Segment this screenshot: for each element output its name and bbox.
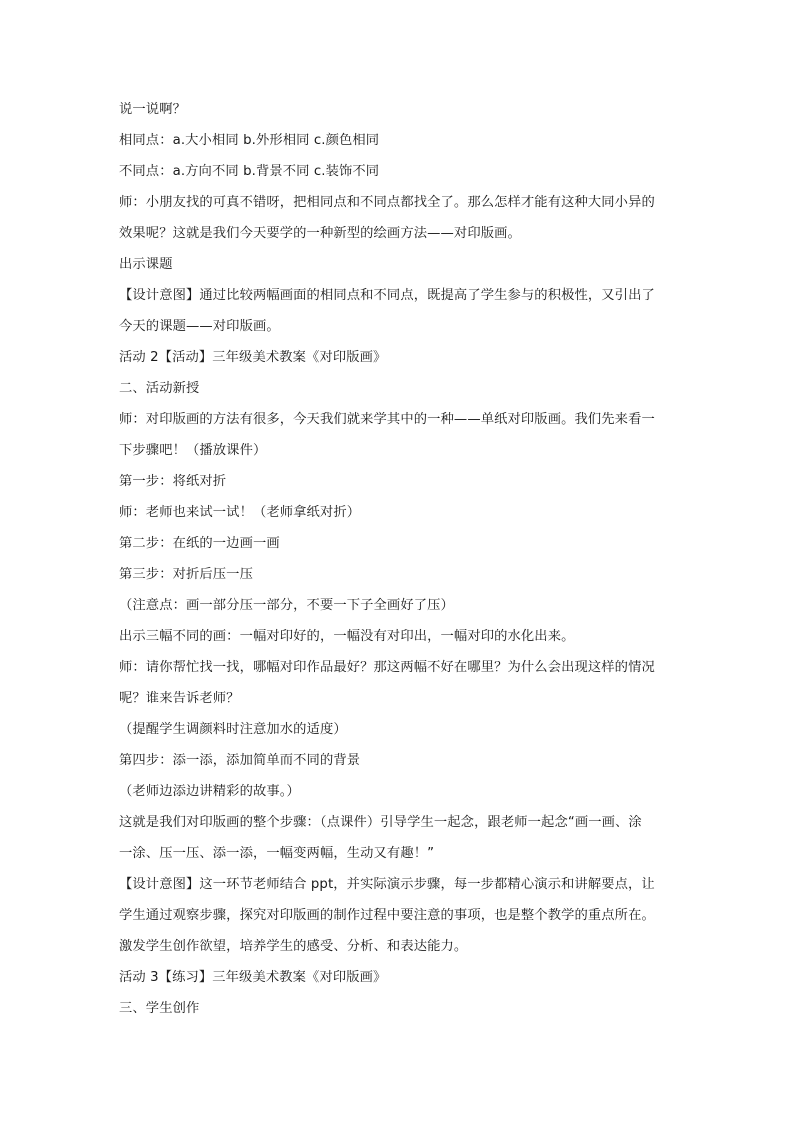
text-line: 三、学生创作 xyxy=(119,1001,200,1016)
text-line: 呢？谁来告诉老师？ xyxy=(119,691,240,706)
text-line: 活动 3【练习】三年级美术教案《对印版画》 xyxy=(119,970,387,985)
text-line: 师：请你帮忙找一找，哪幅对印作品最好？那这两幅不好在哪里？为什么会出现这样的情况 xyxy=(119,660,655,675)
text-line: 活动 2【活动】三年级美术教案《对印版画》 xyxy=(119,350,387,365)
text-line: 出示课题 xyxy=(119,257,173,272)
text-line: 师：老师也来试一试！（老师拿纸对折） xyxy=(119,505,361,520)
text-line: 这就是我们对印版画的整个步骤：（点课件）引导学生一起念，跟老师一起念“画一画、涂 xyxy=(119,815,642,830)
text-line: 不同点：a.方向不同 b.背景不同 c.装饰不同 xyxy=(119,164,380,179)
text-line: （注意点：画一部分压一部分，不要一下子全画好了压） xyxy=(119,598,454,613)
text-line: 师：对印版画的方法有很多，今天我们就来学其中的一种——单纸对印版画。我们先来看一 xyxy=(119,412,655,427)
text-line: 【设计意图】通过比较两幅画面的相同点和不同点，既提高了学生参与的积极性，又引出了 xyxy=(119,288,655,303)
text-line: 第四步：添一添，添加简单而不同的背景 xyxy=(119,753,361,768)
text-line: 说一说啊？ xyxy=(119,102,186,117)
text-line: 第二步：在纸的一边画一画 xyxy=(119,536,280,551)
text-line: 学生通过观察步骤，探究对印版画的制作过程中要注意的事项，也是整个教学的重点所在。 xyxy=(119,908,655,923)
text-line: 出示三幅不同的画：一幅对印好的，一幅没有对印出，一幅对印的水化出来。 xyxy=(119,629,575,644)
text-line: 今天的课题——对印版画。 xyxy=(119,319,280,334)
text-line: 第三步：对折后压一压 xyxy=(119,567,253,582)
text-line: 相同点：a.大小相同 b.外形相同 c.颜色相同 xyxy=(119,133,380,148)
text-line: （老师边添边讲精彩的故事。） xyxy=(119,784,300,799)
text-line: 一涂、压一压、添一添，一幅变两幅，生动又有趣！” xyxy=(119,846,435,861)
text-line: 效果呢？这就是我们今天要学的一种新型的绘画方法——对印版画。 xyxy=(119,226,521,241)
text-line: 下步骤吧！（播放课件） xyxy=(119,443,267,458)
text-line: 激发学生创作欲望，培养学生的感受、分析、和表达能力。 xyxy=(119,939,468,954)
text-line: 【设计意图】这一环节老师结合 ppt，并实际演示步骤，每一步都精心演示和讲解要点，让 xyxy=(119,877,655,892)
text-line: 二、活动新授 xyxy=(119,381,200,396)
document-body xyxy=(119,99,679,1029)
text-line: （提醒学生调颜料时注意加水的适度） xyxy=(119,722,347,737)
text-line: 第一步：将纸对折 xyxy=(119,474,227,489)
text-line: 师：小朋友找的可真不错呀，把相同点和不同点都找全了。那么怎样才能有这种大同小异的 xyxy=(119,195,655,210)
